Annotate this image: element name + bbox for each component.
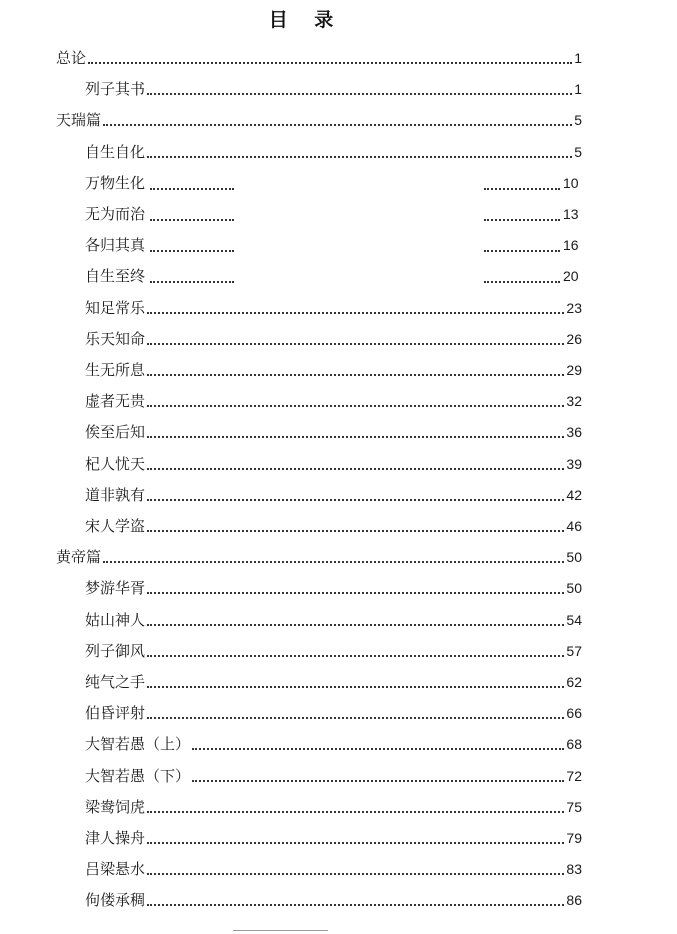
toc-entry[interactable] bbox=[85, 663, 582, 694]
toc-entry-label: 梦游华胥 bbox=[85, 579, 146, 598]
toc-entry-label: 列子其书 bbox=[85, 80, 146, 99]
toc-entry-label: 宋人学盗 bbox=[85, 517, 146, 535]
toc-entry-label: 列子御风 bbox=[85, 641, 146, 660]
toc-entry[interactable] bbox=[85, 133, 582, 164]
toc-dot-leader bbox=[147, 624, 564, 626]
toc-page-number: 5 bbox=[574, 112, 582, 129]
toc-page-number: 20 bbox=[563, 268, 579, 285]
toc-entry[interactable] bbox=[85, 257, 145, 288]
toc-entry-label: 姑山神人 bbox=[85, 610, 146, 629]
toc-page-number: 32 bbox=[566, 393, 582, 410]
toc-entry[interactable] bbox=[85, 195, 145, 226]
toc-page-number: 79 bbox=[566, 830, 582, 846]
toc-entry-label: 知足常乐 bbox=[85, 298, 146, 317]
toc-page-number: 29 bbox=[566, 362, 582, 378]
toc-dot-leader bbox=[147, 655, 564, 657]
toc-dot-leader bbox=[147, 374, 564, 376]
toc-dot-leader-right bbox=[484, 219, 560, 221]
page-footer-divider bbox=[233, 930, 328, 931]
toc-entry-label: 俟至后知 bbox=[85, 423, 146, 442]
toc-entry-label: 自生至终 bbox=[85, 267, 146, 286]
toc-entry[interactable] bbox=[85, 289, 582, 320]
toc-dot-leader bbox=[103, 561, 564, 563]
toc-page-number: 5 bbox=[574, 143, 582, 160]
toc-page-number: 36 bbox=[566, 424, 582, 441]
toc-entry[interactable] bbox=[85, 569, 582, 600]
toc-page-number: 66 bbox=[566, 705, 582, 722]
toc-dot-leader bbox=[147, 842, 564, 844]
toc-entry-label: 杞人忧天 bbox=[85, 454, 146, 473]
toc-entry-label: 各归其真 bbox=[85, 236, 146, 255]
toc-dot-leader bbox=[147, 343, 564, 345]
toc-entry[interactable] bbox=[85, 382, 582, 413]
toc-dot-leader bbox=[147, 156, 572, 158]
toc-entry[interactable] bbox=[56, 101, 582, 132]
toc-entry-label: 天瑞篇 bbox=[56, 111, 102, 130]
toc-entry[interactable] bbox=[85, 788, 582, 819]
toc-entry-label: 万物生化 bbox=[85, 173, 146, 192]
toc-page-number: 26 bbox=[566, 330, 582, 347]
toc-dot-leader bbox=[147, 312, 564, 314]
toc-page-number: 83 bbox=[566, 861, 582, 878]
toc-entry[interactable] bbox=[85, 757, 582, 788]
toc-entry[interactable] bbox=[85, 164, 145, 195]
toc-entry[interactable] bbox=[85, 351, 582, 382]
toc-page-number: 86 bbox=[566, 892, 582, 909]
toc-dot-leader bbox=[147, 686, 564, 688]
toc-title: 目 录 bbox=[268, 9, 344, 31]
toc-entry-label: 大智若愚（上） bbox=[85, 735, 191, 754]
toc-dot-leader bbox=[147, 405, 564, 407]
toc-dot-leader bbox=[147, 499, 564, 501]
toc-entry[interactable] bbox=[56, 538, 582, 569]
toc-entry-label: 伯昏评射 bbox=[85, 704, 146, 723]
toc-entry-label: 黄帝篇 bbox=[56, 548, 102, 567]
toc-dot-leader bbox=[88, 62, 572, 64]
toc-entry[interactable] bbox=[85, 819, 582, 850]
toc-dot-leader bbox=[103, 124, 572, 126]
toc-entry-label: 生无所息 bbox=[85, 361, 146, 379]
toc-page-number: 39 bbox=[566, 455, 582, 472]
toc-entry[interactable] bbox=[85, 881, 582, 912]
toc-page-number: 75 bbox=[566, 798, 582, 815]
toc-dot-leader bbox=[147, 592, 564, 594]
toc-page-number: 13 bbox=[563, 206, 579, 222]
toc-page-number: 42 bbox=[566, 486, 582, 503]
toc-page-number: 62 bbox=[566, 674, 582, 690]
toc-page-number: 1 bbox=[574, 50, 582, 66]
toc-dot-leader-right bbox=[484, 188, 560, 190]
toc-page-number: 46 bbox=[566, 518, 582, 534]
toc-entry[interactable] bbox=[85, 507, 582, 538]
toc-dot-leader-right bbox=[484, 250, 560, 252]
toc-dot-leader bbox=[147, 811, 564, 813]
toc-dot-leader-left bbox=[150, 281, 234, 283]
toc-entry[interactable] bbox=[85, 226, 145, 257]
toc-entry-label: 纯气之手 bbox=[85, 673, 146, 691]
toc-entry-label: 自生自化 bbox=[85, 142, 146, 161]
toc-entry-label: 吕梁悬水 bbox=[85, 860, 146, 879]
toc-page-number: 1 bbox=[574, 81, 582, 98]
toc-entry[interactable] bbox=[85, 725, 582, 756]
toc-entry-label: 虚者无贵 bbox=[85, 392, 146, 411]
toc-entry[interactable] bbox=[85, 445, 582, 476]
toc-dot-leader bbox=[147, 873, 564, 875]
toc-dot-leader bbox=[147, 717, 564, 719]
toc-entry[interactable] bbox=[85, 694, 582, 725]
toc-dot-leader bbox=[147, 436, 564, 438]
toc-entry-label: 大智若愚（下） bbox=[85, 766, 191, 785]
toc-dot-leader-left bbox=[150, 188, 234, 190]
toc-entry[interactable] bbox=[85, 70, 582, 101]
toc-entry[interactable] bbox=[85, 601, 582, 632]
toc-entry-label: 梁鸯饲虎 bbox=[85, 797, 146, 816]
toc-entry[interactable] bbox=[85, 632, 582, 663]
toc-page-number: 16 bbox=[563, 237, 579, 254]
toc-entry-label: 总论 bbox=[56, 49, 87, 67]
toc-entry[interactable] bbox=[85, 320, 582, 351]
toc-page-number: 57 bbox=[566, 642, 582, 659]
toc-entry[interactable] bbox=[85, 850, 582, 881]
toc-entry-label: 乐天知命 bbox=[85, 329, 146, 348]
toc-page-number: 54 bbox=[566, 611, 582, 628]
toc-dot-leader bbox=[192, 748, 564, 750]
toc-dot-leader-right bbox=[484, 281, 560, 283]
toc-entry[interactable] bbox=[85, 476, 582, 507]
toc-entry[interactable] bbox=[85, 413, 582, 444]
toc-page-number: 10 bbox=[563, 174, 579, 191]
toc-dot-leader bbox=[192, 780, 564, 782]
toc-entry-label: 道非孰有 bbox=[85, 485, 146, 504]
toc-entry-label: 津人操舟 bbox=[85, 829, 146, 847]
toc-page-number: 23 bbox=[566, 299, 582, 316]
toc-dot-leader-left bbox=[150, 219, 234, 221]
toc-page-number: 50 bbox=[566, 580, 582, 597]
toc-dot-leader bbox=[147, 530, 564, 532]
toc-dot-leader bbox=[147, 904, 564, 906]
toc-entry-label: 无为而治 bbox=[85, 205, 146, 223]
toc-page-number: 72 bbox=[566, 767, 582, 784]
toc-entry-label: 佝偻承稠 bbox=[85, 891, 146, 910]
toc-entry[interactable] bbox=[56, 39, 582, 70]
toc-dot-leader bbox=[147, 468, 564, 470]
toc-dot-leader bbox=[147, 93, 572, 95]
toc-page-number: 50 bbox=[566, 549, 582, 566]
toc-dot-leader-left bbox=[150, 250, 234, 252]
toc-page-number: 68 bbox=[566, 736, 582, 753]
